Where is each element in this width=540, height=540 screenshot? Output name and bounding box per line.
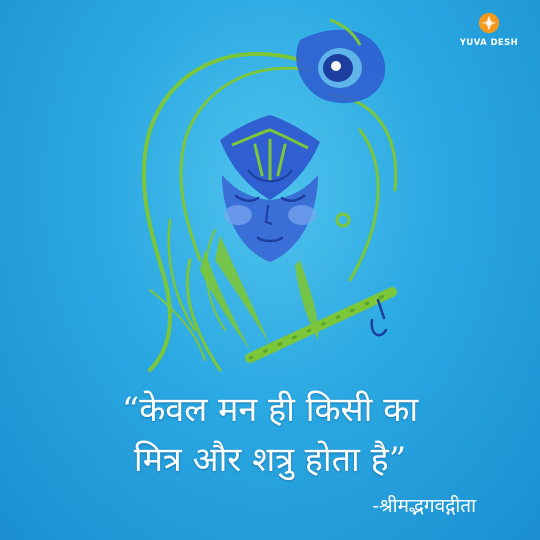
- quote-attribution: -श्रीमद्भगवद्गीता: [372, 495, 476, 517]
- quote-line-2: मित्र और शत्रु होता है”: [133, 440, 407, 480]
- brand-name: YUVA DESH: [459, 38, 519, 48]
- flute: [250, 292, 392, 358]
- earring: [337, 214, 349, 226]
- brand-mark-icon: [478, 12, 500, 34]
- peacock-feather: [296, 20, 385, 103]
- quote-line-1: “केवल मन ही किसी का: [121, 390, 419, 430]
- brand-logo: [454, 12, 524, 48]
